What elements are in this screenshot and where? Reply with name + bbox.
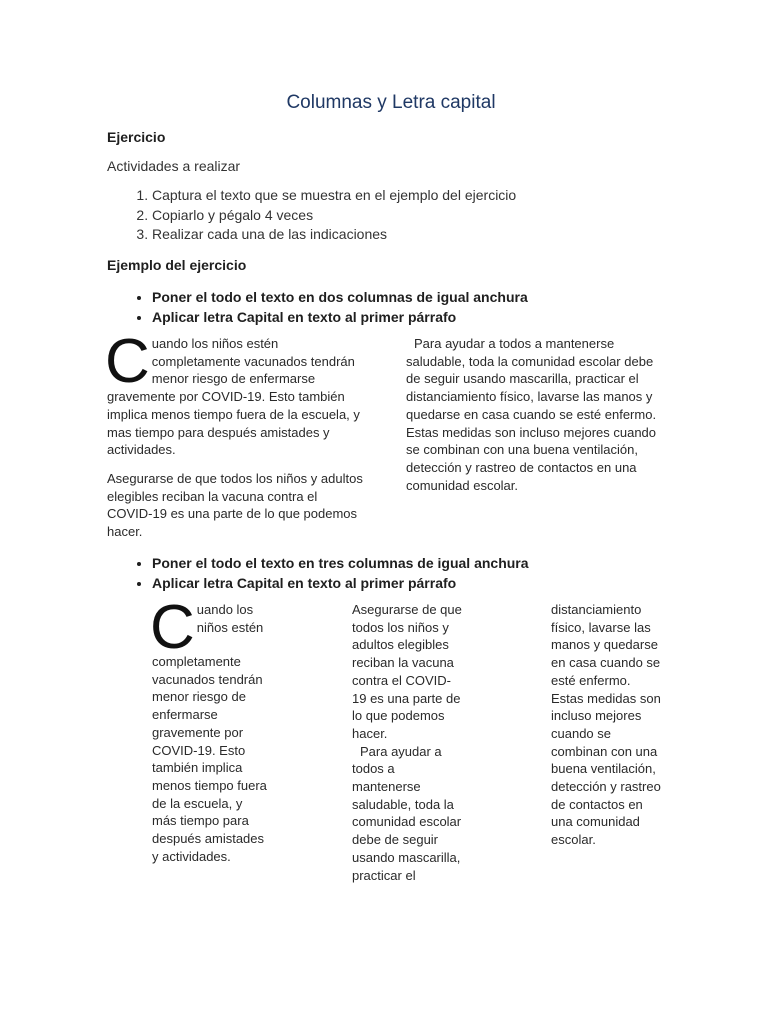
paragraph: Asegurarse de que todos los niños y adultos elegibles reciban la vacuna contra el COVID-19 es una parte de lo que podemos hacer. xyxy=(352,602,462,741)
section2-column-3 xyxy=(551,601,663,849)
drop-cap: C xyxy=(150,593,195,662)
paragraph xyxy=(150,593,267,865)
list-item: 3. Realizar cada una de las indicaciones xyxy=(152,225,516,245)
paragraph-text: uando los niños estén completamente vacunados tendrán menor riesgo de enfermarse gravemente por COVID-19. Esto también implica menos tiempo fuera de la escuela, y mas tiempo para después amistades y actividades. xyxy=(107,336,360,458)
page-title: Columnas y Letra capital xyxy=(286,92,496,113)
list-item: 2. Copiarlo y pégalo 4 veces xyxy=(152,206,516,226)
list-item: • Poner el todo el texto en dos columnas de igual anchura xyxy=(152,287,528,307)
section2-column-2 xyxy=(352,601,464,884)
paragraph: Asegurarse de que todos los niños y adultos elegibles reciban la vacuna contra el COVID-19 es una parte de lo que podemos hacer. xyxy=(107,470,363,540)
example-heading: Ejemplo del ejercicio xyxy=(107,257,247,273)
list-item: • Aplicar letra Capital en texto al primer párrafo xyxy=(152,307,528,327)
section1-bullets xyxy=(108,287,528,327)
list-item: • Aplicar letra Capital en texto al primer párrafo xyxy=(152,573,529,593)
paragraph: Para ayudar a todos a mantenerse saludable, toda la comunidad escolar debe de seguir usando mascarilla, practicar el xyxy=(352,743,462,883)
section2-column-1 xyxy=(150,593,267,865)
paragraph: distanciamiento físico, lavarse las manos y quedarse en casa cuando se esté enfermo. Estas medidas son incluso mejores cuando se combinan con una buena ventilación, detección y rastreo de contactos en una comunidad escolar. xyxy=(551,602,661,848)
section1-column-1 xyxy=(105,327,365,541)
section1-column-2 xyxy=(406,335,664,494)
drop-cap: C xyxy=(105,327,150,396)
paragraph: Para ayudar a todos a mantenerse saludable, toda la comunidad escolar debe de seguir usando mascarilla, practicar el distanciamiento físico, lavarse las manos y quedarse en casa cuando se esté enfermo. Estas medidas son incluso mejores cuando se combinan con una buena ventilación, detección y rastreo de contactos en una comunidad escolar. xyxy=(406,336,657,493)
steps-list xyxy=(107,186,516,245)
paragraph-text: uando los niños estén completamente vacunados tendrán menor riesgo de enfermarse gravemente por COVID-19. Esto también implica menos tiempo fuera de la escuela, y más tiempo para después amistades y actividades. xyxy=(152,602,267,864)
list-item: • Poner el todo el texto en tres columnas de igual anchura xyxy=(152,553,529,573)
activities-intro: Actividades a realizar xyxy=(107,158,241,174)
list-item: 1. Captura el texto que se muestra en el ejemplo del ejercicio xyxy=(152,186,516,206)
paragraph xyxy=(105,327,365,459)
exercise-heading: Ejercicio xyxy=(107,129,166,145)
section2-bullets xyxy=(108,553,529,593)
